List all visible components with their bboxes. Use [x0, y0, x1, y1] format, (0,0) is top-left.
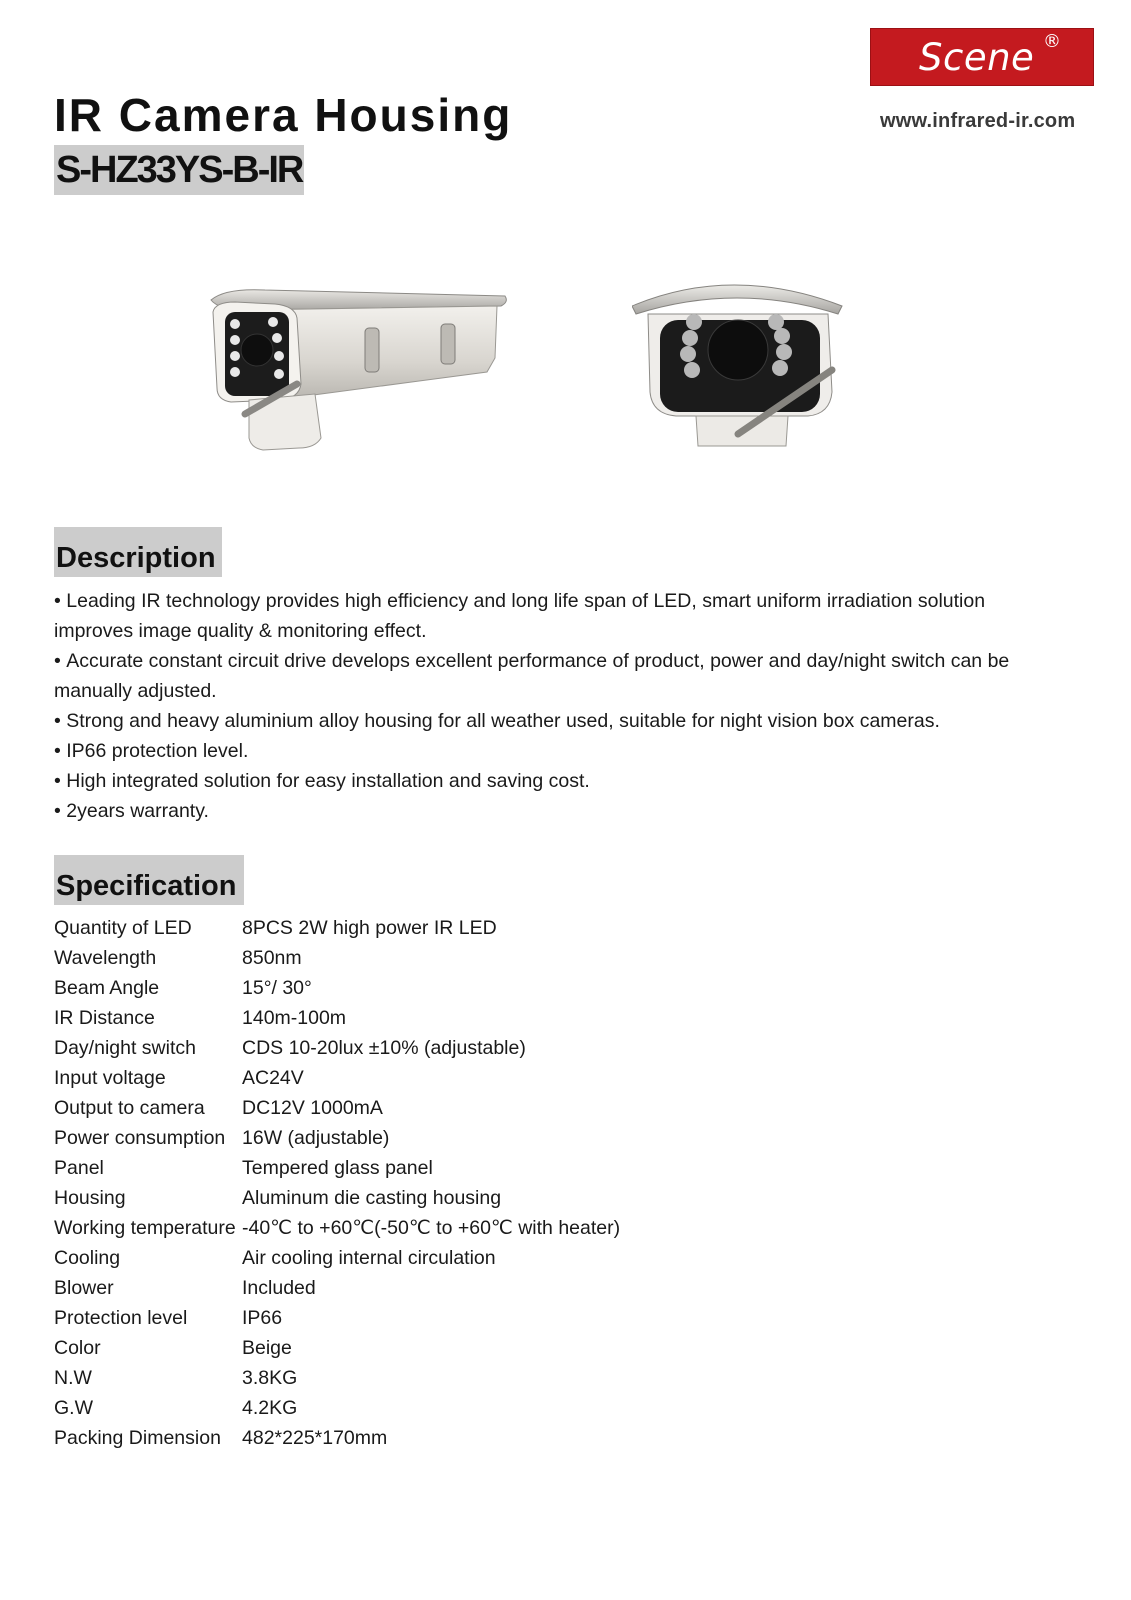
description-list	[54, 586, 1054, 826]
spec-label: Color	[54, 1337, 101, 1359]
spec-value: Aluminum die casting housing	[242, 1187, 502, 1209]
spec-value: AC24V	[242, 1067, 304, 1089]
spec-value: 16W (adjustable)	[242, 1127, 390, 1149]
spec-value: Included	[242, 1277, 316, 1299]
list-item: • IP66 protection level.	[54, 736, 1054, 766]
table-row	[54, 1123, 620, 1153]
spec-label: Blower	[54, 1277, 114, 1299]
table-row	[54, 943, 620, 973]
table-row	[54, 1393, 620, 1423]
spec-label: Output to camera	[54, 1097, 205, 1119]
spec-label: Working temperature	[54, 1217, 236, 1239]
table-row	[54, 1033, 620, 1063]
specification-heading: Specification	[54, 855, 244, 905]
spec-label: Packing Dimension	[54, 1427, 221, 1449]
table-row	[54, 1003, 620, 1033]
spec-label: Wavelength	[54, 947, 157, 969]
spec-value: 8PCS 2W high power IR LED	[242, 917, 497, 939]
list-item: • High integrated solution for easy installation and saving cost.	[54, 766, 1054, 796]
spec-value: Air cooling internal circulation	[242, 1247, 496, 1269]
spec-label: Quantity of LED	[54, 917, 192, 939]
table-row	[54, 1093, 620, 1123]
spec-label: N.W	[54, 1367, 92, 1389]
spec-value: 850nm	[242, 947, 302, 969]
spec-label: Input voltage	[54, 1067, 166, 1089]
table-row	[54, 1303, 620, 1333]
product-photo-front	[632, 274, 882, 459]
spec-label: Power consumption	[54, 1127, 226, 1149]
table-row	[54, 1063, 620, 1093]
spec-value: 4.2KG	[242, 1397, 298, 1419]
table-row	[54, 913, 620, 943]
brand-logo	[870, 28, 1094, 86]
table-row	[54, 1273, 620, 1303]
list-item: • Accurate constant circuit drive develops excellent performance of product, power and day/night switch can be manually adjusted.	[54, 646, 1054, 706]
spec-value: 140m-100m	[242, 1007, 347, 1029]
table-row	[54, 1363, 620, 1393]
table-row	[54, 1423, 620, 1453]
registered-mark: ®	[1043, 31, 1061, 52]
spec-label: Housing	[54, 1187, 126, 1209]
table-row	[54, 973, 620, 1003]
model-number: S-HZ33YS-B-IR	[54, 145, 304, 195]
spec-label: G.W	[54, 1397, 93, 1419]
spec-label: Panel	[54, 1157, 104, 1179]
spec-value: IP66	[242, 1307, 283, 1329]
table-row	[54, 1153, 620, 1183]
spec-label: Beam Angle	[54, 977, 160, 999]
brand-name: Scene	[919, 36, 1035, 79]
description-heading: Description	[54, 527, 222, 577]
spec-value: Tempered glass panel	[242, 1157, 433, 1179]
table-row	[54, 1333, 620, 1363]
spec-value: CDS 10-20lux ±10% (adjustable)	[242, 1037, 526, 1059]
spec-label: IR Distance	[54, 1007, 155, 1029]
table-row	[54, 1183, 620, 1213]
list-item: • Strong and heavy aluminium alloy housing for all weather used, suitable for night vision box cameras.	[54, 706, 1054, 736]
list-item: • Leading IR technology provides high efficiency and long life span of LED, smart uniform irradiation solution improves image quality & monitoring effect.	[54, 586, 1054, 646]
website-url: www.infrared-ir.com	[880, 110, 1076, 132]
spec-value: DC12V 1000mA	[242, 1097, 383, 1119]
specification-table	[54, 913, 620, 1453]
product-photo-side	[205, 288, 515, 460]
page-title: IR Camera Housing	[54, 89, 513, 141]
spec-value: 482*225*170mm	[242, 1427, 388, 1449]
spec-label: Day/night switch	[54, 1037, 196, 1059]
spec-label: Cooling	[54, 1247, 121, 1269]
table-row	[54, 1213, 620, 1243]
list-item: • 2years warranty.	[54, 796, 1054, 826]
spec-value: 3.8KG	[242, 1367, 298, 1389]
spec-value: -40℃ to +60℃(-50℃ to +60℃ with heater)	[242, 1217, 621, 1239]
spec-value: 15°/ 30°	[242, 977, 312, 999]
spec-label: Protection level	[54, 1307, 188, 1329]
table-row	[54, 1243, 620, 1273]
spec-value: Beige	[242, 1337, 292, 1359]
